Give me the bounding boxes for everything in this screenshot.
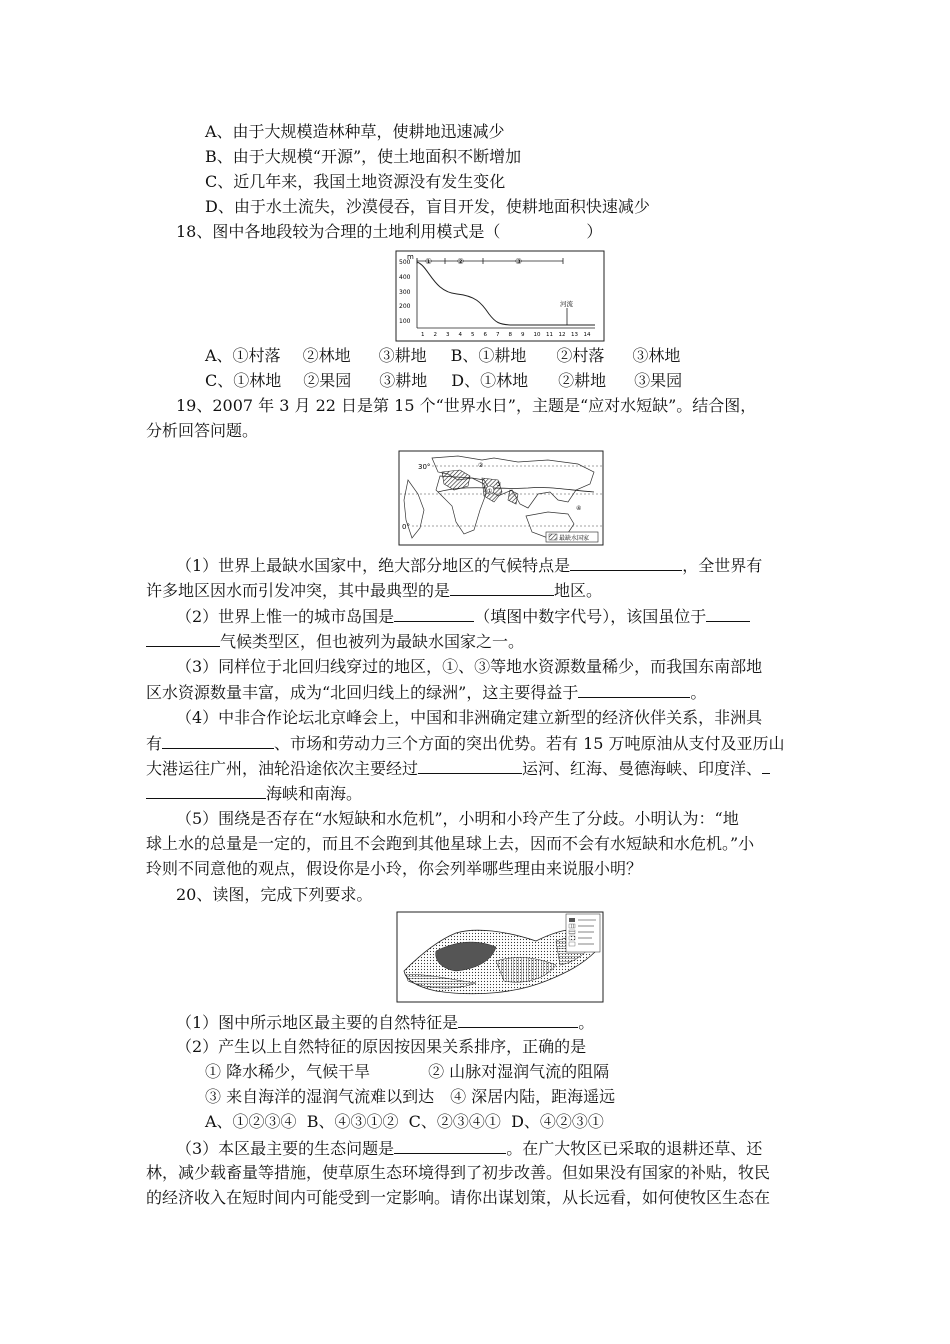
q18-options-row-1: A、①村落 ②林地 ③耕地 B、①耕地 ②村落 ③林地 bbox=[205, 346, 681, 365]
answer-blank[interactable] bbox=[706, 605, 750, 622]
lat-30-label: 30° bbox=[418, 463, 431, 471]
y-tick: 200 bbox=[399, 303, 411, 310]
q19-part-5-line-1: （5）围绕是否存在“水短缺和水危机”，小明和小玲产生了分歧。小明认为：“地 bbox=[176, 809, 739, 828]
q17-option-b: B、由于大规模“开源”，使土地面积不断增加 bbox=[205, 147, 522, 166]
q18-elevation-profile bbox=[395, 250, 605, 342]
q19-part-1-line-2: 许多地区因水而引发冲突，其中最典型的是 地区。 bbox=[146, 581, 603, 600]
q19-part-3-line-2: 区水资源数量丰富，成为“北回归线上的绿洲”，这主要得益于 。 bbox=[146, 683, 707, 702]
answer-blank[interactable] bbox=[418, 757, 522, 774]
segment-2-label: ② bbox=[457, 257, 465, 266]
q18-options-row-2: C、①林地 ②果园 ③耕地 D、①林地 ②耕地 ③果园 bbox=[205, 371, 683, 390]
q19-part-4-line-4: 海峡和南海。 bbox=[146, 782, 362, 805]
answer-blank[interactable] bbox=[450, 579, 554, 596]
x-tick: 4 bbox=[458, 332, 462, 338]
q17-option-a: A、由于大规模造林种草，使耕地迅速减少 bbox=[205, 122, 505, 141]
x-tick: 10 bbox=[533, 332, 541, 338]
q17-option-c: C、近几年来，我国土地资源没有发生变化 bbox=[205, 172, 506, 191]
x-tick: 3 bbox=[446, 332, 450, 338]
x-tick: 2 bbox=[433, 332, 437, 338]
q19-part-5-line-3: 玲则不同意他的观点，假设你是小玲，你会列举哪些理由来说服小明？ bbox=[146, 859, 643, 878]
q19-part-4-line-3: 大港运往广州，油轮沿途依次主要经过 运河、红海、曼德海峡、印度洋、 bbox=[146, 757, 770, 780]
q20-reasons-row-1: ① 降水稀少，气候干旱 ② 山脉对湿润气流的阻隔 bbox=[205, 1062, 610, 1081]
river-label: 河流 bbox=[560, 300, 573, 308]
q20-stem: 20、读图，完成下列要求。 bbox=[176, 885, 373, 904]
answer-blank[interactable] bbox=[570, 554, 682, 571]
x-tick: 9 bbox=[521, 332, 525, 338]
answer-blank[interactable] bbox=[578, 681, 690, 698]
q19-part-4-line-2: 有 、市场和劳动力三个方面的突出优势。若有 15 万吨原油从支付及亚历山 bbox=[146, 734, 785, 753]
x-tick: 5 bbox=[471, 332, 475, 338]
q19-part-1-line-1: （1）世界上最缺水国家中，绝大部分地区的气候特点是 ，全世界有 bbox=[176, 556, 763, 575]
marker-4: ④ bbox=[576, 505, 582, 512]
q19-part-2-line-2: 气候类型区，但也被列为最缺水国家之一。 bbox=[146, 630, 524, 653]
q20-region-map bbox=[396, 911, 604, 1003]
q19-water-scarcity-map bbox=[398, 450, 604, 546]
q20-reasons-row-2: ③ 来自海洋的湿润气流难以到达 ④ 深居内陆，距海遥远 bbox=[205, 1087, 616, 1106]
answer-blank[interactable] bbox=[146, 630, 220, 647]
answer-blank[interactable] bbox=[162, 732, 274, 749]
marker-3: ③ bbox=[496, 481, 502, 488]
lat-0-label: 0° bbox=[402, 523, 410, 531]
x-tick: 11 bbox=[546, 332, 553, 338]
x-tick: 13 bbox=[571, 332, 578, 338]
q19-stem-line-2: 分析回答问题。 bbox=[146, 421, 259, 440]
q20-part-3-line-1: （3）本区最主要的生态问题是 。在广大牧区已采取的退耕还草、还 bbox=[176, 1139, 763, 1158]
x-tick: 1 bbox=[421, 332, 425, 338]
y-tick: 300 bbox=[399, 289, 411, 296]
y-tick: 400 bbox=[399, 274, 411, 281]
segment-3-label: ③ bbox=[515, 257, 523, 266]
x-tick: 8 bbox=[508, 332, 512, 338]
answer-blank[interactable] bbox=[146, 782, 266, 799]
y-unit-label: m bbox=[407, 253, 414, 261]
marker-1: ① bbox=[487, 488, 493, 495]
q20-part-3-line-2: 林，减少载畜量等措施，使草原生态环境得到了初步改善。但如果没有国家的补贴，牧民 bbox=[146, 1163, 771, 1182]
q20-part-1: （1）图中所示地区最主要的自然特征是 。 bbox=[176, 1013, 595, 1032]
q18-stem: 18、图中各地段较为合理的土地利用模式是（ ） bbox=[176, 222, 603, 241]
segment-1-label: ① bbox=[425, 257, 433, 266]
answer-blank[interactable] bbox=[762, 757, 770, 774]
q20-part-2: （2）产生以上自然特征的原因按因果关系排序，正确的是 bbox=[176, 1037, 587, 1056]
x-tick: 6 bbox=[483, 332, 487, 338]
q19-part-4-line-1: （4）中非合作论坛北京峰会上，中国和非洲确定建立新型的经济伙伴关系，非洲具 bbox=[176, 708, 763, 727]
q20-choices: A、①②③④ B、④③①② C、②③④① D、④②③① bbox=[205, 1112, 604, 1131]
q19-part-3-line-1: （3）同样位于北回归线穿过的地区，①、③等地水资源数量稀少，而我国东南部地 bbox=[176, 657, 763, 676]
y-tick: 100 bbox=[399, 318, 411, 325]
x-tick: 14 bbox=[583, 332, 591, 338]
answer-blank[interactable] bbox=[394, 605, 474, 622]
answer-blank[interactable] bbox=[458, 1011, 578, 1028]
x-tick: 12 bbox=[558, 332, 566, 338]
q19-stem-line-1: 19、2007 年 3 月 22 日是第 15 个“世界水日”，主题是“应对水短缺”。结合图， bbox=[176, 396, 757, 415]
marker-2: ② bbox=[478, 462, 484, 469]
answer-blank[interactable] bbox=[394, 1137, 506, 1154]
q19-part-5-line-2: 球上水的总量是一定的，而且不会跑到其他星球上去，因而不会有水短缺和水危机。”小 bbox=[146, 834, 755, 853]
q17-option-d: D、由于水土流失，沙漠侵吞，盲目开发，使耕地面积快速减少 bbox=[205, 197, 650, 216]
x-tick: 7 bbox=[496, 332, 500, 338]
y-tick: 500 bbox=[399, 259, 411, 266]
q20-part-3-line-3: 的经济收入在短时间内可能受到一定影响。请你出谋划策，从长远看，如何使牧区生态在 bbox=[146, 1188, 771, 1207]
map-legend-label: 最缺水国家 bbox=[559, 535, 590, 542]
q19-part-2-line-1: （2）世界上惟一的城市岛国是 （填图中数字代号），该国虽位于 bbox=[176, 605, 750, 628]
